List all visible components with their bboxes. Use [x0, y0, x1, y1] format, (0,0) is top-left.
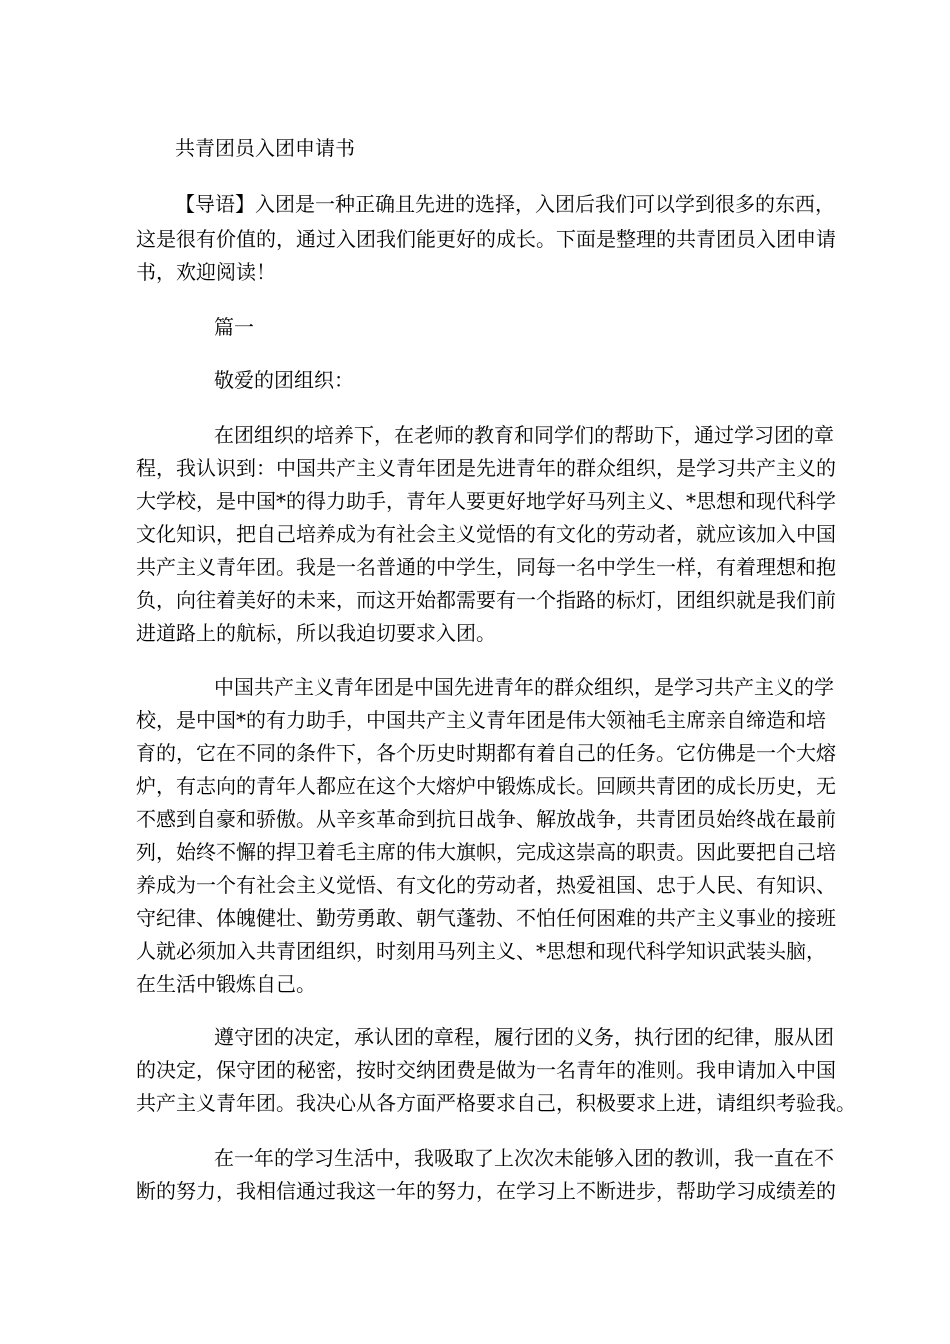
paragraph-2-line-9: 人就必须加入共青团组织，时刻用马列主义、*思想和现代科学知识武装头脑，	[136, 939, 826, 963]
paragraph-1-line-7: 进道路上的航标，所以我迫切要求入团。	[136, 621, 496, 645]
paragraph-2-line-6: 列，始终不懈的捍卫着毛主席的伟大旗帜，完成这崇高的职责。因此要把自己培	[136, 840, 836, 864]
paragraph-1-line-1: 在团组织的培养下，在老师的教育和同学们的帮助下，通过学习团的章	[214, 423, 834, 447]
paragraph-1-line-4: 文化知识，把自己培养成为有社会主义觉悟的有文化的劳动者，就应该加入中国	[136, 522, 836, 546]
paragraph-2-line-1: 中国共产主义青年团是中国先进青年的群众组织，是学习共产主义的学	[214, 675, 834, 699]
paragraph-2-line-3: 育的，它在不同的条件下，各个历史时期都有着自己的任务。它仿佛是一个大熔	[136, 741, 836, 765]
paragraph-2-line-8: 守纪律、体魄健壮、勤劳勇敢、朝气蓬勃、不怕任何困难的共产主义事业的接班	[136, 906, 836, 930]
paragraph-3-line-2: 的决定，保守团的秘密，按时交纳团费是做为一名青年的准则。我申请加入中国	[136, 1058, 836, 1082]
paragraph-2-line-10: 在生活中锻炼自己。	[136, 972, 316, 996]
paragraph-1-line-2: 程，我认识到：中国共产主义青年团是先进青年的群众组织，是学习共产主义的	[136, 456, 836, 480]
section-heading: 篇一	[214, 315, 254, 339]
intro-line-2: 这是很有价值的，通过入团我们能更好的成长。下面是整理的共青团员入团申请	[136, 227, 836, 251]
paragraph-4-line-2: 断的努力，我相信通过我这一年的努力，在学习上不断进步，帮助学习成绩差的	[136, 1179, 836, 1203]
paragraph-1-line-3: 大学校，是中国*的得力助手，青年人要更好地学好马列主义、*思想和现代科学	[136, 489, 836, 513]
paragraph-2-line-7: 养成为一个有社会主义觉悟、有文化的劳动者，热爱祖国、忠于人民、有知识、	[136, 873, 836, 897]
paragraph-3-line-1: 遵守团的决定，承认团的章程，履行团的义务，执行团的纪律，服从团	[214, 1025, 834, 1049]
paragraph-1-line-6: 负，向往着美好的未来，而这开始都需要有一个指路的标灯，团组织就是我们前	[136, 588, 836, 612]
document-title: 共青团员入团申请书	[175, 136, 355, 160]
paragraph-2-line-2: 校，是中国*的有力助手，中国共产主义青年团是伟大领袖毛主席亲自缔造和培	[136, 708, 826, 732]
paragraph-4-line-1: 在一年的学习生活中，我吸取了上次次未能够入团的教训，我一直在不	[214, 1146, 834, 1170]
paragraph-1-line-5: 共产主义青年团。我是一名普通的中学生，同每一名中学生一样，有着理想和抱	[136, 555, 836, 579]
intro-line-1: 【导语】入团是一种正确且先进的选择，入团后我们可以学到很多的东西，	[175, 192, 835, 216]
salutation: 敬爱的团组织：	[214, 368, 354, 392]
paragraph-2-line-4: 炉，有志向的青年人都应在这个大熔炉中锻炼成长。回顾共青团的成长历史，无	[136, 774, 836, 798]
paragraph-2-line-5: 不感到自豪和骄傲。从辛亥革命到抗日战争、解放战争，共青团员始终战在最前	[136, 807, 836, 831]
paragraph-3-line-3: 共产主义青年团。我决心从各方面严格要求自己，积极要求上进，请组织考验我。	[136, 1091, 856, 1115]
intro-line-3: 书，欢迎阅读！	[136, 260, 276, 284]
